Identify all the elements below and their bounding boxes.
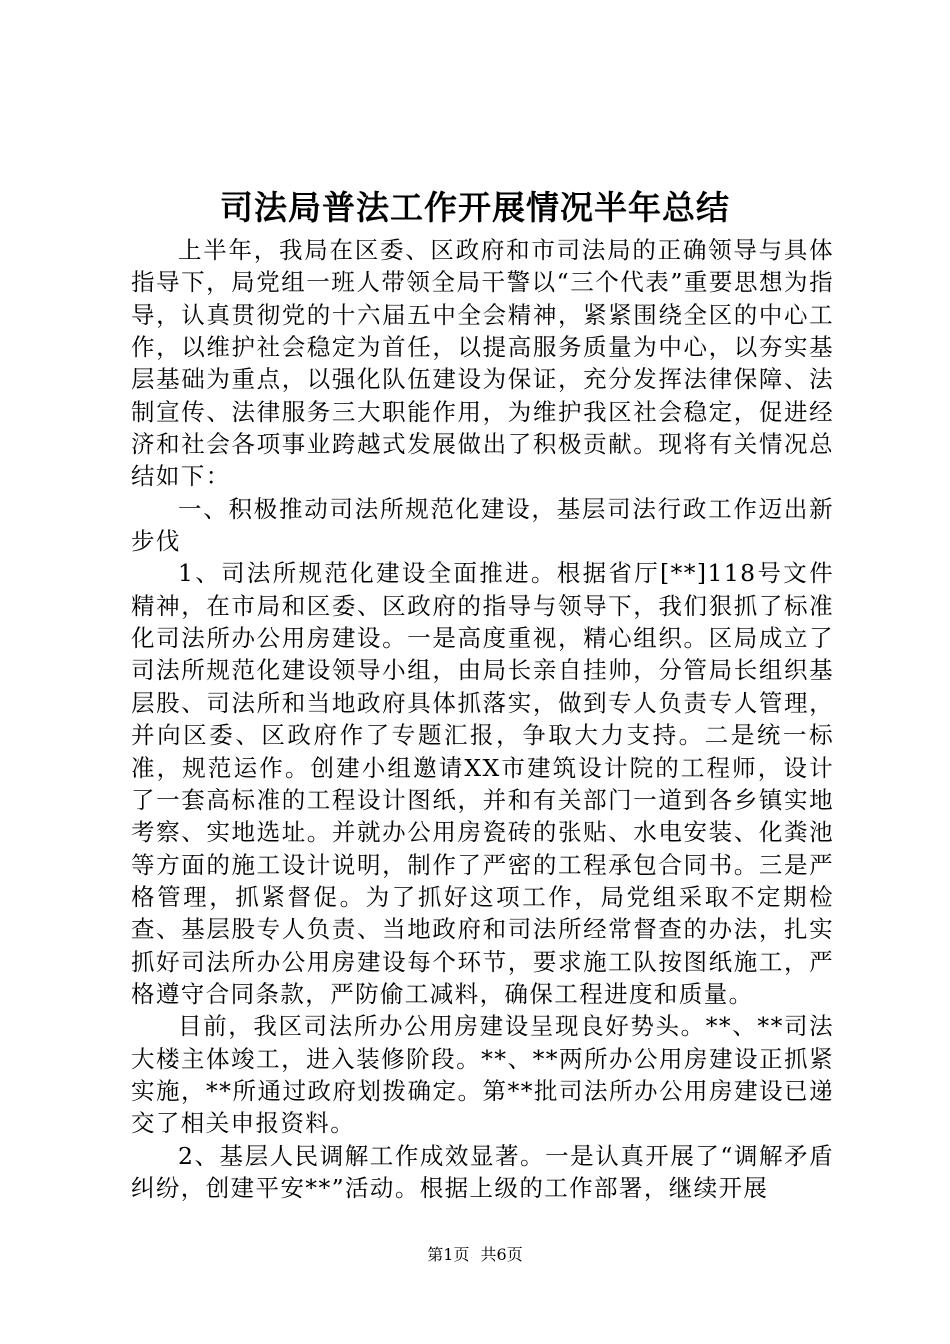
document-title: 司法局普法工作开展情况半年总结 <box>220 188 730 227</box>
paragraph-intro: 上半年，我局在区委、区政府和市司法局的正确领导与具体指导下，局党组一班人带领全局干警以“三个代表”重要思想为指导，认真贯彻党的十六届五中全会精神，紧紧围绕全区的中心工作，以维护社会稳定为首任，以提高服务质量为中心，以夯实基层基础为重点，以强化队伍建设为保证，充分发挥法律保障、法制宣传、法律服务三大职能作用，为维护我区社会稳定，促进经济和社会各项事业跨越式发展做出了积极贡献。现将有关情况总结如下： <box>131 236 834 491</box>
page-footer <box>0 1244 950 1266</box>
document-body <box>131 234 834 1204</box>
paragraph-item-1: 1、司法所规范化建设全面推进。根据省厅[**]118号文件精神，在市局和区委、区政府的指导与领导下，我们狠抓了标准化司法所办公用房建设。一是高度重视，精心组织。区局成立了司法所规范化建设领导小组，由局长亲自挂帅，分管局长组织基层股、司法所和当地政府具体抓落实，做到专人负责专人管理，并向区委、区政府作了专题汇报，争取大力支持。二是统一标准，规范运作。创建小组邀请XX市建筑设计院的工程师，设计了一套高标准的工程设计图纸，并和有关部门一道到各乡镇实地考察、实地选址。并就办公用房瓷砖的张贴、水电安装、化粪池等方面的施工设计说明，制作了严密的工程承包合同书。三是严格管理，抓紧督促。为了抓好这项工作，局党组采取不定期检查、基层股专人负责、当地政府和司法所经常督查的办法，扎实抓好司法所办公用房建设每个环节，要求施工队按图纸施工，严格遵守合同条款，严防偷工减料，确保工程进度和质量。 <box>131 559 834 1008</box>
paragraph-progress: 目前，我区司法所办公用房建设呈现良好势头。**、**司法大楼主体竣工，进入装修阶段。**、**两所办公用房建设正抓紧实施，**所通过政府划拨确定。第**批司法所办公用房建设已递交了相关申报资料。 <box>131 1012 834 1138</box>
page-number: 第1页 <box>427 1245 470 1264</box>
paragraph-section-heading-1: 一、积极推动司法所规范化建设，基层司法行政工作迈出新步伐 <box>131 494 834 556</box>
page-total: 共6页 <box>480 1245 523 1264</box>
paragraph-item-2: 2、基层人民调解工作成效显著。一是认真开展了“调解矛盾纠纷，创建平安**”活动。根据上级的工作部署，继续开展 <box>131 1141 834 1202</box>
